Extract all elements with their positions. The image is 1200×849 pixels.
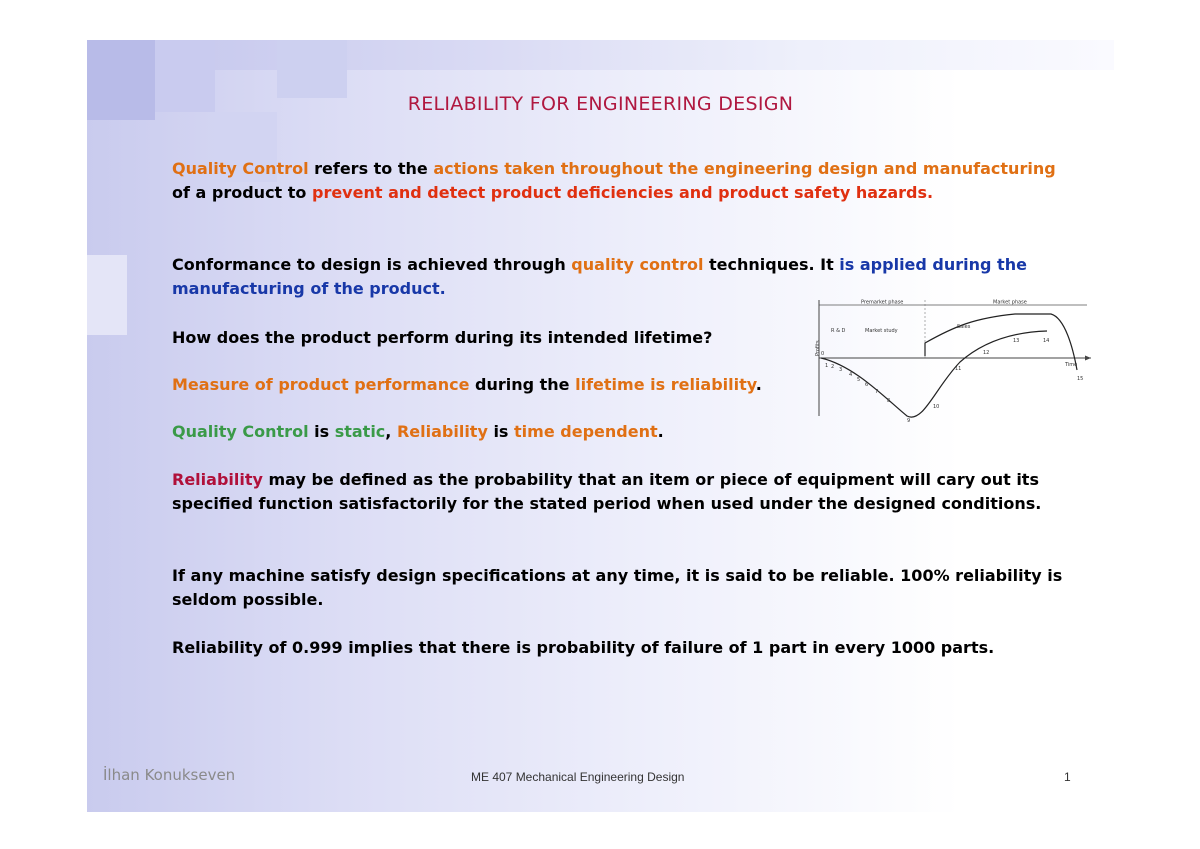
sales-label: Sales	[957, 324, 971, 330]
paragraph-reliability-definition	[172, 468, 1067, 516]
text-highlight: Reliability	[396, 422, 488, 441]
decor-square	[277, 40, 347, 98]
curve-point-label: 9	[907, 418, 911, 424]
text-highlight: is applied during the manufacturing of the product	[172, 255, 1027, 298]
text: is	[308, 422, 335, 441]
text: of a product to	[172, 183, 312, 202]
footer-author: İlhan Konukseven	[103, 766, 236, 784]
footer-course: ME 407 Mechanical Engineering Design	[471, 770, 685, 784]
curve-point-label: 14	[1043, 338, 1050, 344]
curve-point-label: 5	[857, 377, 861, 383]
curve-point-label: 15	[1077, 376, 1084, 382]
text-highlight: Measure of product performance	[172, 375, 470, 394]
text: is	[487, 422, 515, 441]
text-highlight: static	[334, 422, 386, 441]
zero-label: 0	[821, 351, 825, 357]
profits-label: Profits	[815, 340, 821, 356]
text: .	[657, 422, 664, 441]
time-axis-arrow	[1085, 356, 1091, 361]
curve-point-label: 7	[875, 389, 879, 395]
time-label: Time	[1065, 362, 1078, 368]
text-highlight: lifetime is reliability	[575, 375, 756, 394]
text: .	[927, 183, 934, 202]
text: .	[755, 375, 762, 394]
product-lifecycle-diagram	[815, 298, 1093, 428]
paragraph-quality-control	[172, 157, 1067, 205]
paragraph-reliable-machine: If any machine satisfy design specifications at any time, it is said to be reliable. 100% reliability is seldom possible.	[172, 566, 1063, 609]
paragraph-reliability-example: Reliability of 0.999 implies that there is probability of failure of 1 part in every 1000 parts.	[172, 638, 995, 657]
page-title: RELIABILITY FOR ENGINEERING DESIGN	[407, 93, 794, 115]
text: .	[439, 279, 446, 298]
curve-point-label: 8	[887, 398, 891, 404]
curve-point-label: 2	[831, 364, 835, 370]
curve-point-label: 6	[865, 382, 869, 388]
market-label: Market phase	[993, 299, 1027, 306]
rd-label: R & D	[831, 328, 846, 334]
curve-point-label: 4	[849, 372, 853, 378]
decor-square	[87, 255, 127, 335]
text-highlight: actions taken throughout the engineering design and manufacturing	[433, 159, 1056, 178]
term-quality-control: Quality Control	[172, 159, 309, 178]
curve-point-labels	[825, 338, 1083, 424]
curve-point-label: 11	[955, 366, 962, 372]
curve-point-label: 13	[1013, 338, 1020, 344]
page-number: 1	[1064, 770, 1071, 784]
text-highlight: Reliability	[172, 470, 263, 489]
top-band	[87, 40, 1114, 70]
curve-point-label: 1	[825, 363, 829, 369]
premarket-label: Premarket phase	[861, 299, 904, 306]
text: may be defined as the probability that an item or piece of equipment will cary out its specified function satisfactorily for the stated period when used under the designed conditions.	[172, 470, 1042, 513]
paragraph-question: How does the product perform during its intended lifetime?	[172, 328, 713, 347]
text: during the	[469, 375, 576, 394]
curve-point-label: 10	[933, 404, 940, 410]
curve-point-label: 3	[839, 367, 843, 373]
sales-curve	[925, 314, 1077, 370]
slide	[87, 40, 1114, 812]
text-highlight: Quality Control	[172, 422, 309, 441]
market-study-label: Market study	[865, 328, 898, 334]
text: techniques. It	[703, 255, 840, 274]
text-highlight: time dependent	[514, 422, 658, 441]
text: ,	[385, 422, 397, 441]
text: refers to the	[308, 159, 434, 178]
text-highlight: prevent and detect product deficiencies and product safety hazards	[311, 183, 927, 202]
paragraph-conformance	[172, 253, 1067, 301]
text: Conformance to design is achieved through	[172, 255, 572, 274]
curve-point-label: 12	[983, 350, 990, 356]
text-highlight: quality control	[571, 255, 704, 274]
